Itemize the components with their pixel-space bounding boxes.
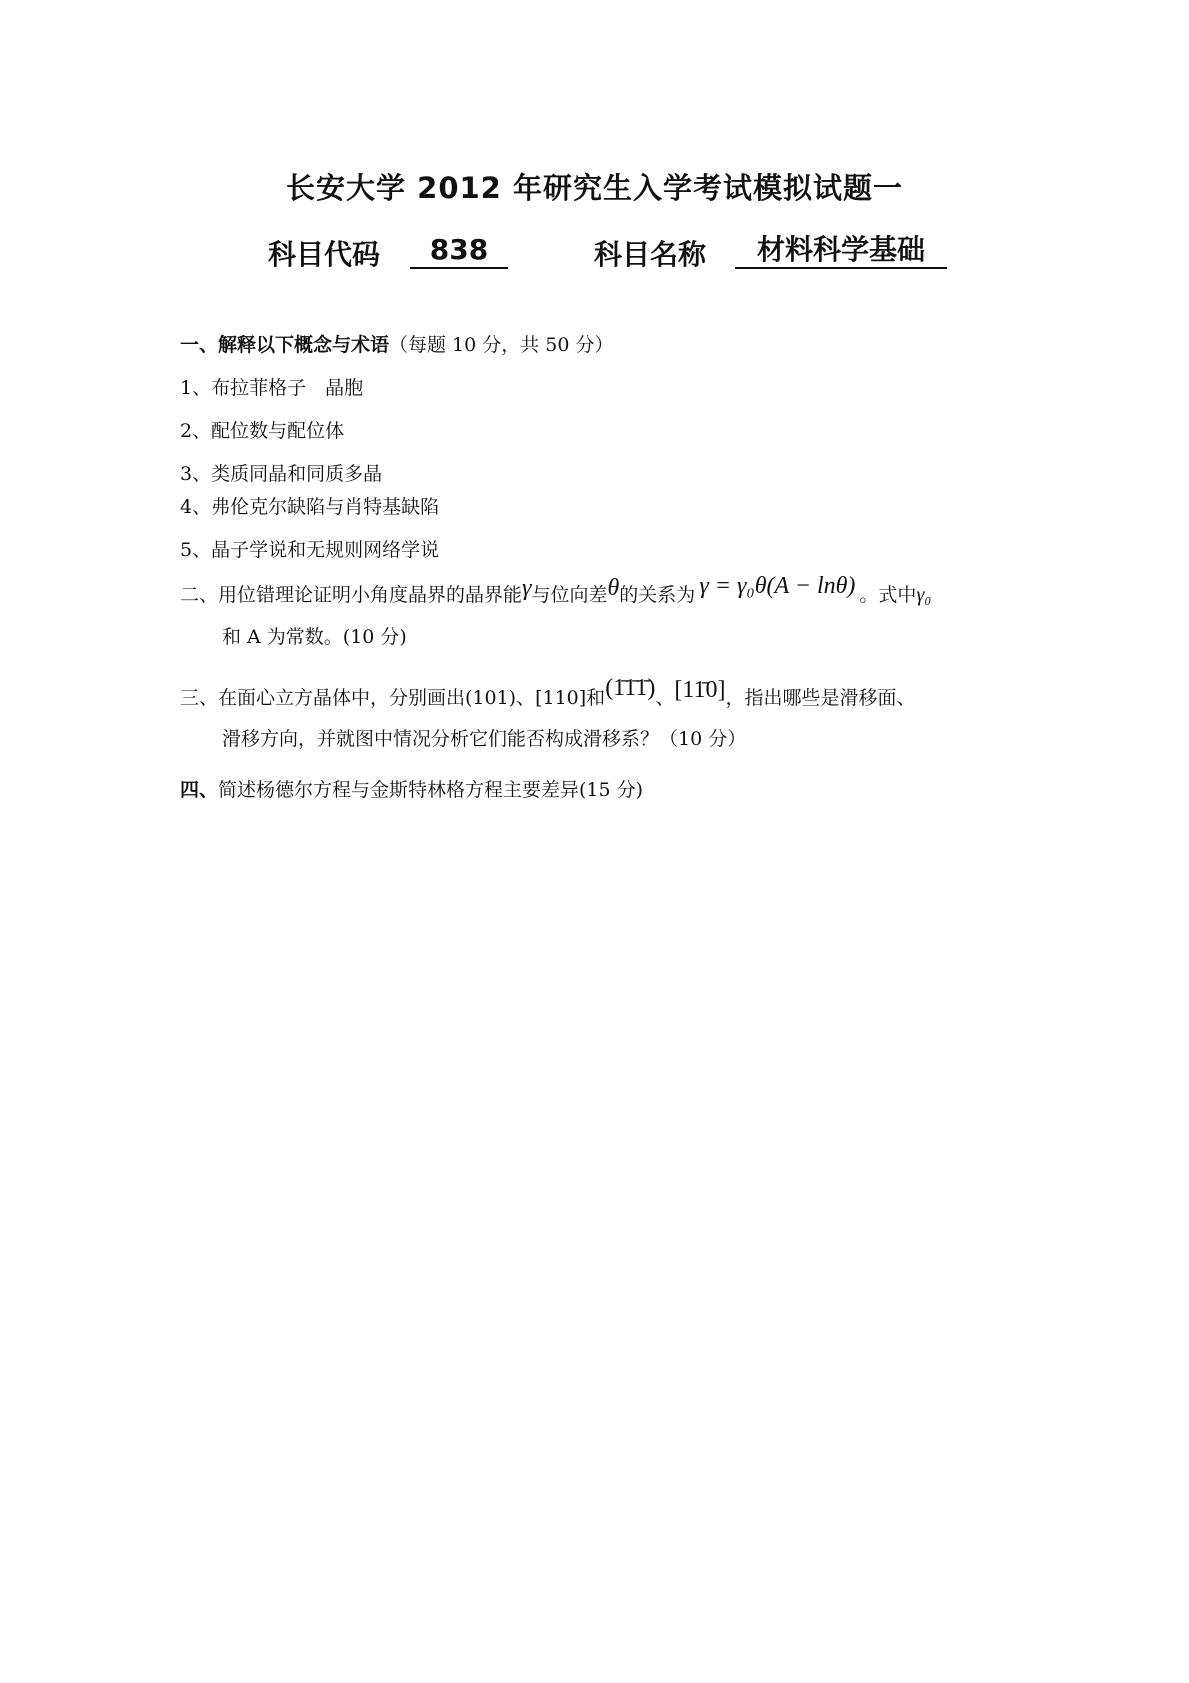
section4-text: 简述杨德尔方程与金斯特林格方程主要差异(15 分) — [218, 779, 644, 801]
section2-text-c: 。式中 — [859, 584, 917, 606]
plane-index: (1̄1̄1̄) — [605, 675, 656, 701]
subject-code-value: 838 — [410, 234, 508, 269]
gamma0-symbol: γ₀ — [916, 584, 932, 606]
theta-symbol: θ — [607, 575, 620, 601]
section1-item-1: 1、布拉菲格子 晶胞 — [180, 377, 364, 399]
section1-score: （每题 10 分，共 50 分） — [389, 334, 614, 356]
section2-prefix: 二、用位错理论证明小角度晶界的晶界能 — [180, 584, 523, 606]
section1-item-5: 5、晶子学说和无规则网络学说 — [180, 539, 440, 561]
subject-code-label: 科目代码 — [268, 238, 381, 271]
section4-line — [180, 775, 643, 802]
section4-heading: 四、 — [180, 779, 219, 801]
subject-name-value: 材料科学基础 — [735, 234, 947, 269]
section1-item-3: 3、类质同晶和同质多晶 — [180, 463, 383, 485]
section2-line1 — [180, 573, 932, 608]
exam-title: 长安大学 2012 年研究生入学考试模拟试题一 — [286, 171, 903, 205]
subject-name-label: 科目名称 — [594, 238, 707, 271]
section1-heading: 一、解释以下概念与术语 — [180, 334, 390, 356]
section3-text-c: ，指出哪些是滑移面、 — [725, 687, 916, 709]
gamma-symbol: γ — [522, 575, 532, 601]
section3-line2: 滑移方向，并就图中情况分析它们能否构成滑移系？（10 分） — [222, 728, 747, 750]
section3-text-b: 、 — [655, 687, 675, 709]
energy-formula: γ = γ₀θ(A − lnθ) — [699, 573, 856, 599]
section3-line1 — [180, 675, 916, 711]
section2-text-a: 与位向差 — [531, 584, 608, 606]
direction-index: [11̄0] — [674, 677, 726, 703]
section2-text-b: 的关系为 — [619, 584, 696, 606]
section2-line2: 和 A 为常数。(10 分) — [222, 626, 407, 648]
section3-text-a: 三、在面心立方晶体中，分别画出(101)、[110]和 — [180, 687, 606, 709]
section1-heading-line — [180, 330, 614, 357]
section1-item-2: 2、配位数与配位体 — [180, 420, 345, 442]
section1-item-4: 4、弗伦克尔缺陷与肖特基缺陷 — [180, 496, 440, 518]
